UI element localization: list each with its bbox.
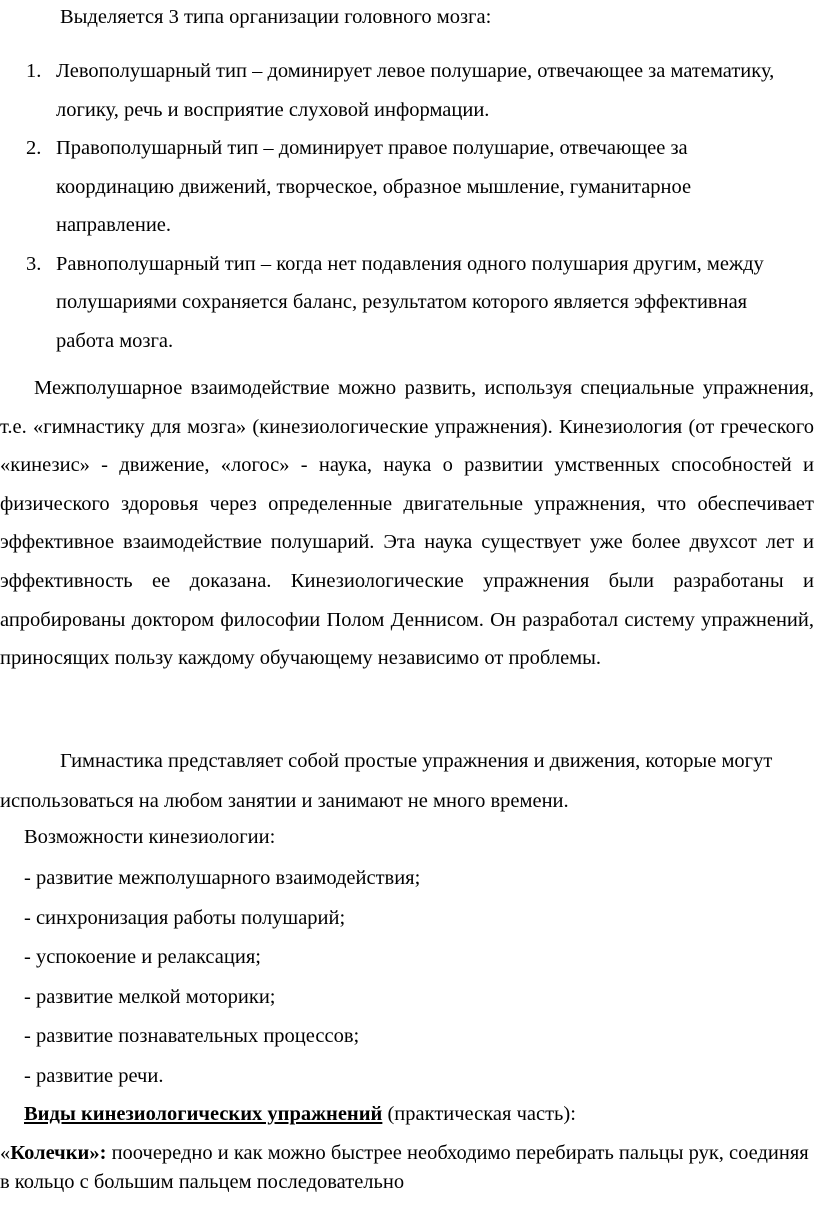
exercises-heading: [24, 1100, 576, 1128]
list-number: 2.: [26, 137, 42, 159]
list-item-text: Правополушарный тип – доминирует правое полушарие, отвечающее за координацию движений, творческое, образное мышление, гуманитарное направление.: [56, 137, 692, 236]
list-item: [0, 52, 816, 129]
brain-types-list: [0, 52, 816, 360]
list-item: [0, 245, 816, 361]
possibility-item: - развитие мелкой моторики;: [24, 986, 276, 1008]
exercise-rings: [0, 1139, 816, 1197]
list-item-text: Левополушарный тип – доминирует левое полушарие, отвечающее за математику, логику, речь и восприятие слуховой информации.: [56, 60, 775, 121]
list-item: [0, 129, 816, 245]
list-item-text: Равнополушарный тип – когда нет подавления одного полушария другим, между полушариями сохраняется баланс, результатом которого является эффективная работа мозга.: [56, 252, 764, 352]
possibility-item: - синхронизация работы полушарий;: [24, 907, 346, 929]
exercise-open-quote: «: [0, 1142, 11, 1164]
possibility-item: - развитие речи.: [24, 1065, 164, 1087]
intro-line: Выделяется 3 типа организации головного мозга:: [60, 6, 492, 28]
paragraph-kinesiology: Межполушарное взаимодействие можно развить, используя специальные упражнения, т.е. «гимнастику для мозга» (кинезиологические упражнения). Кинезиология (от греческого «кинезис» - движение, «логос» - наука, наука о развитии умственных способностей и физического здоровья через определенные двигательные упражнения, что обеспечивает эффективное взаимодействие полушарий. Эта наука существует уже более двухсот лет и эффективность ее доказана. Кинезиологические упражнения были разработаны и апробированы доктором философии Полом Деннисом. Он разработал систему упражнений, приносящих пользу каждому обучающему независимо от проблемы.: [0, 377, 814, 670]
exercises-heading-title: Виды кинезиологических упражнений: [24, 1103, 383, 1125]
exercises-heading-note: (практическая часть):: [382, 1103, 576, 1125]
possibility-item: - развитие познавательных процессов;: [24, 1025, 360, 1047]
possibility-item: - развитие межполушарного взаимодействия;: [24, 867, 421, 889]
possibility-item: - успокоение и релаксация;: [24, 946, 261, 968]
list-number: 3.: [26, 252, 42, 275]
exercise-description: поочередно и как можно быстрее необходимо перебирать пальцы рук, соединяя в кольцо с большим пальцем последовательно: [0, 1142, 809, 1193]
possibilities-title: Возможности кинезиологии:: [24, 826, 276, 848]
exercise-name: Колечки»:: [10, 1142, 107, 1164]
list-number: 1.: [26, 60, 42, 82]
paragraph-gymnastics: Гимнастика представляет собой простые упражнения и движения, которые могут использоваться на любом занятии и занимают не много времени.: [0, 750, 773, 812]
